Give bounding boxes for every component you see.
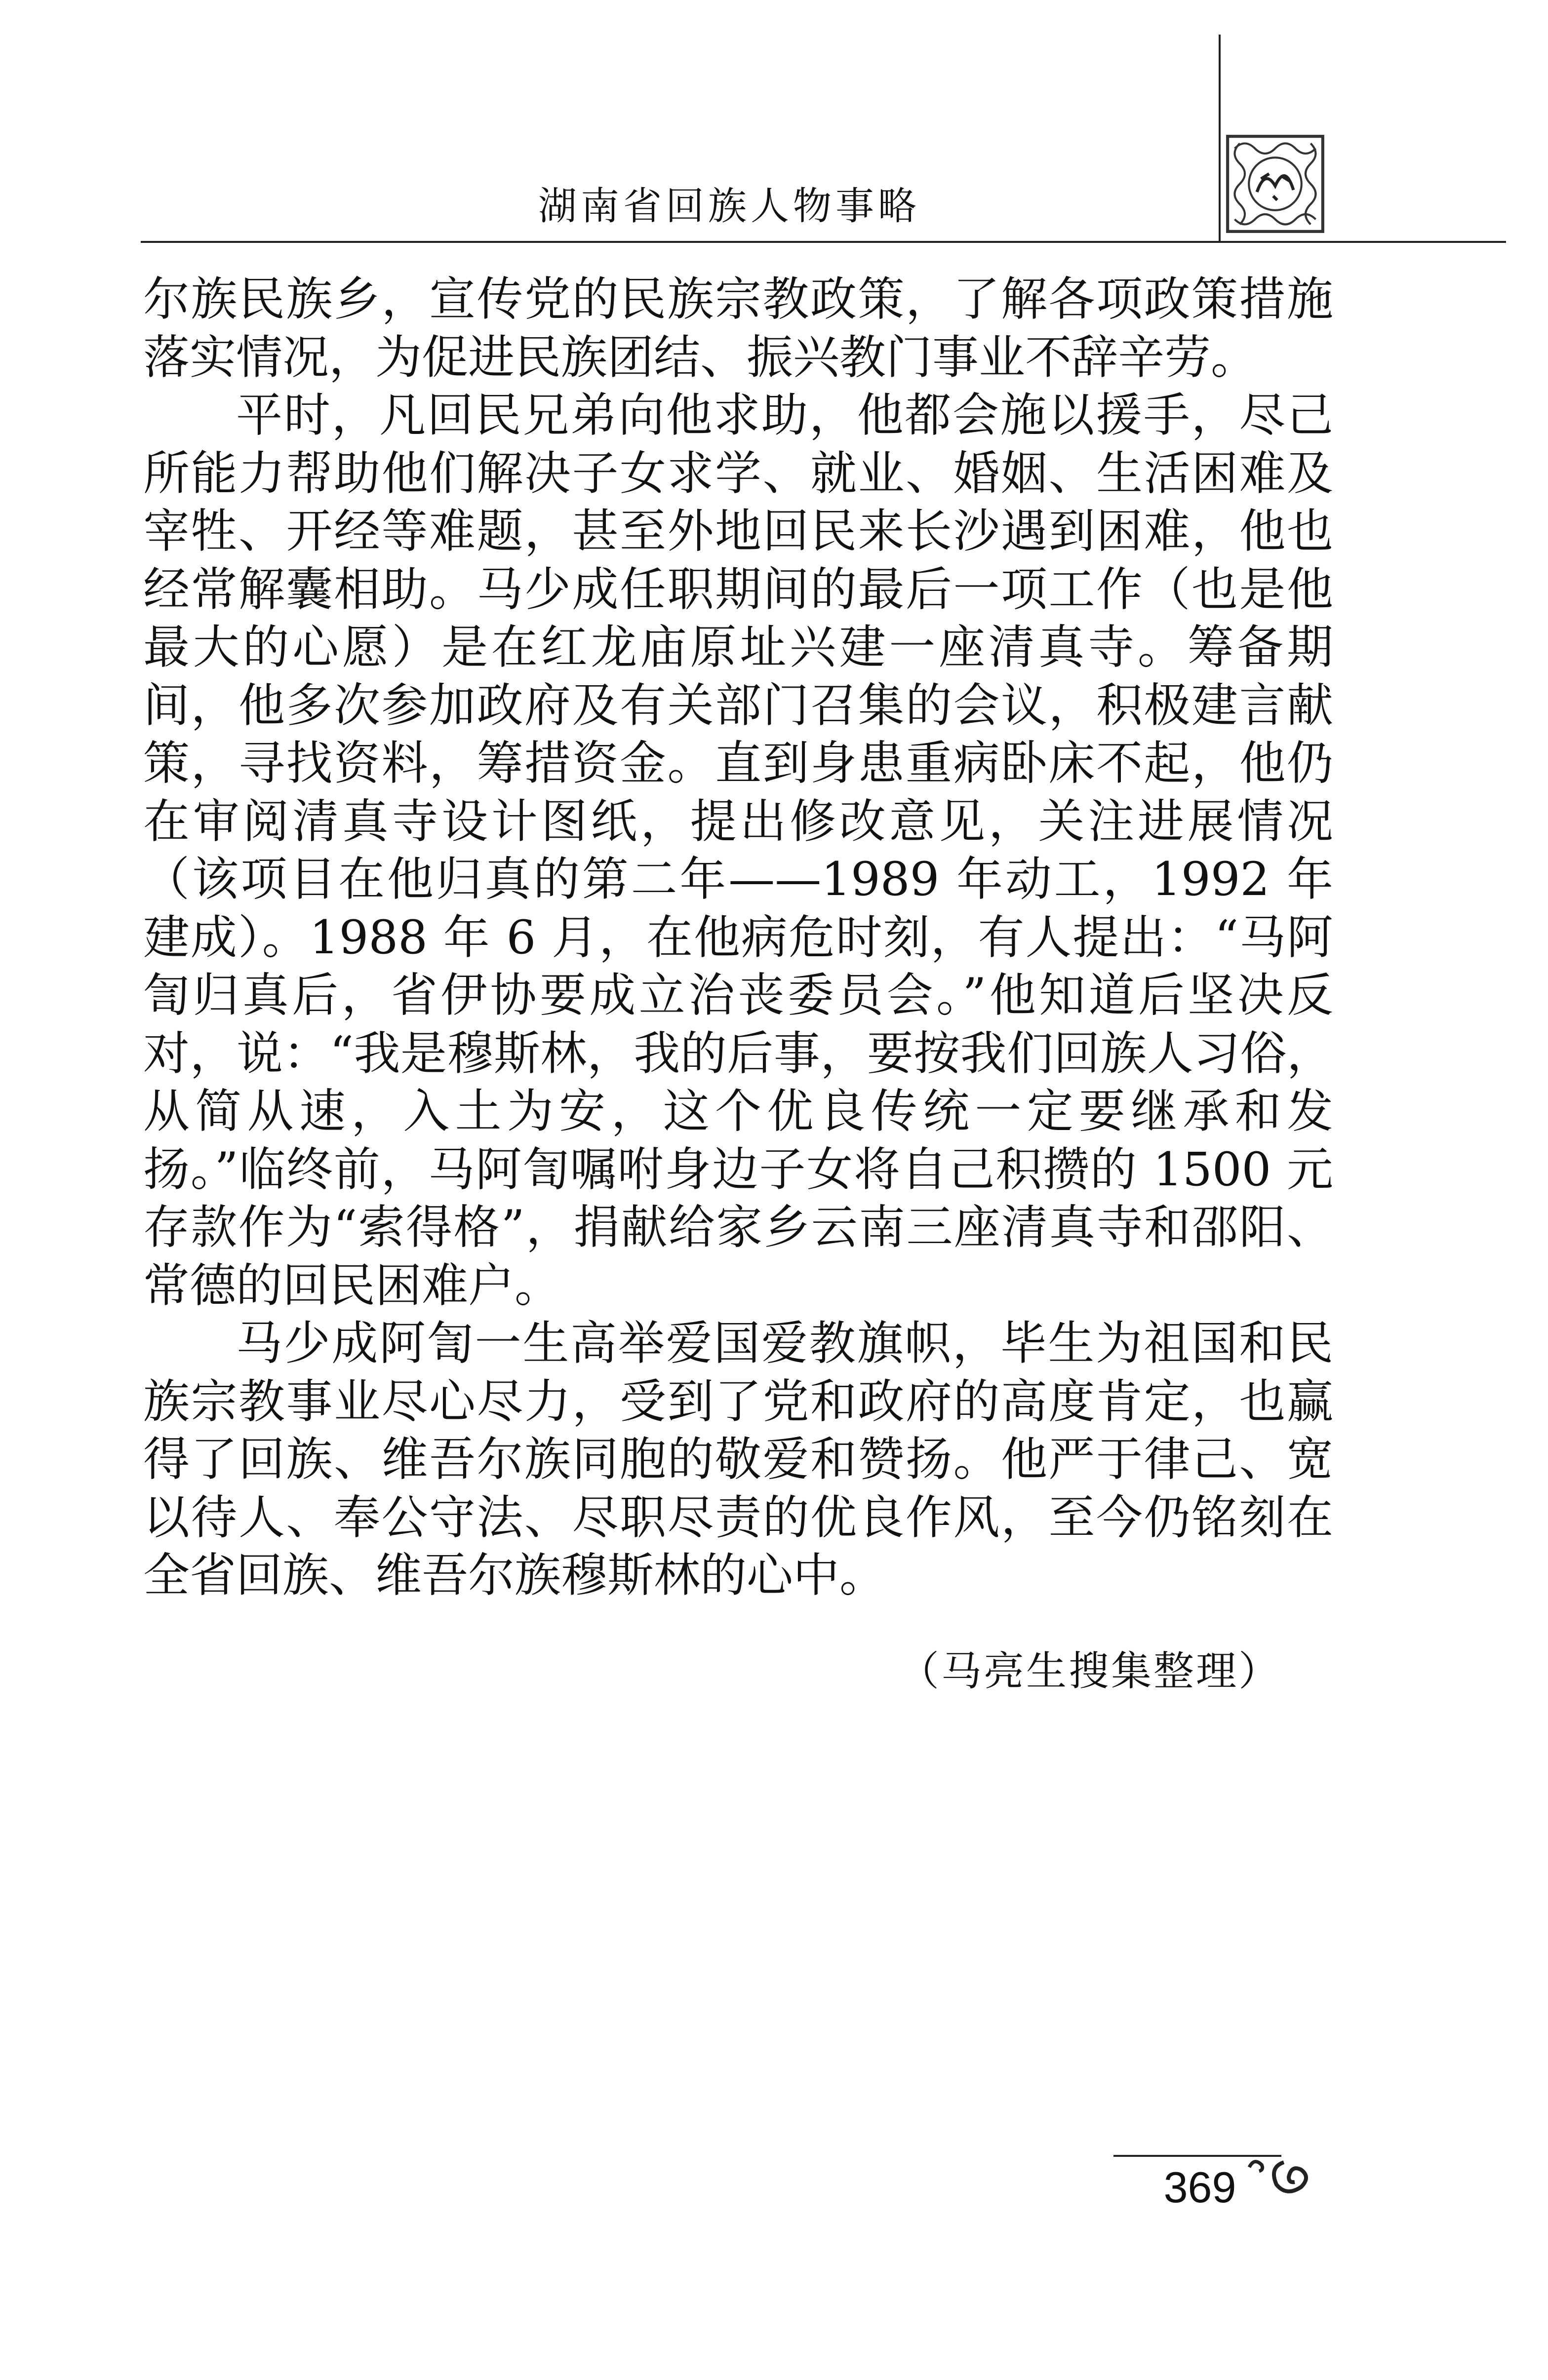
paragraph-3: 马少成阿訇一生高举爱国爱教旗帜，毕生为祖国和民族宗教事业尽心尽力，受到了党和政府的高度肯定，也赢得了回族、维吾尔族同胞的敬爱和赞扬。他严于律己、宽以待人、奉公守法、尽职尽责的优良作风，至今仍铭刻在全省回族、维吾尔族穆斯林的心中。 [143,1317,1333,1602]
body-text [143,271,1333,1605]
arabic-calligraphy-ornament-icon [1225,133,1326,234]
page-number: 369 [1163,2163,1236,2212]
header-rule [141,241,1506,243]
swirl-ornament-icon [1239,2147,1348,2202]
paragraph-1: 尔族民族乡，宣传党的民族宗教政策，了解各项政策措施落实情况，为促进民族团结、振兴教门事业不辞辛劳。 [143,273,1333,385]
running-header-title: 湖南省回族人物事略 [538,184,921,229]
paragraph-2: 平时，凡回民兄弟向他求助，他都会施以援手，尽己所能力帮助他们解决子女求学、就业、婚姻、生活困难及宰牲、开经等难题，甚至外地回民来长沙遇到困难，他也经常解囊相助。马少成任职期间的最后一项工作（也是他最大的心愿）是在红龙庙原址兴建一座清真寺。筹备期间，他多次参加政府及有关部门召集的会议，积极建言献策，寻找资料，筹措资金。直到身患重病卧床不起，他仍在审阅清真寺设计图纸，提出修改意见，关注进展情况（该项目在他归真的第二年——1989 年动工，1992 年建成）。1988 年 6 月，在他病危时刻，有人提出：“马阿訇归真后，省伊协要成立治丧委员会。”他知道后坚决反对，说：“我是穆斯林，我的后事，要按我们回族人习俗，从简从速，入土为安，这个优良传统一定要继承和发扬。”临终前，马阿訇嘱咐身边子女将自己积攒的 1500 元存款作为“索得格”，捐献给家乡云南三座清真寺和邵阳、常德的回民困难户。 [143,389,1333,1313]
header-vertical-rule [1219,35,1221,242]
credit-line: （马亮生搜集整理） [899,1648,1281,1695]
